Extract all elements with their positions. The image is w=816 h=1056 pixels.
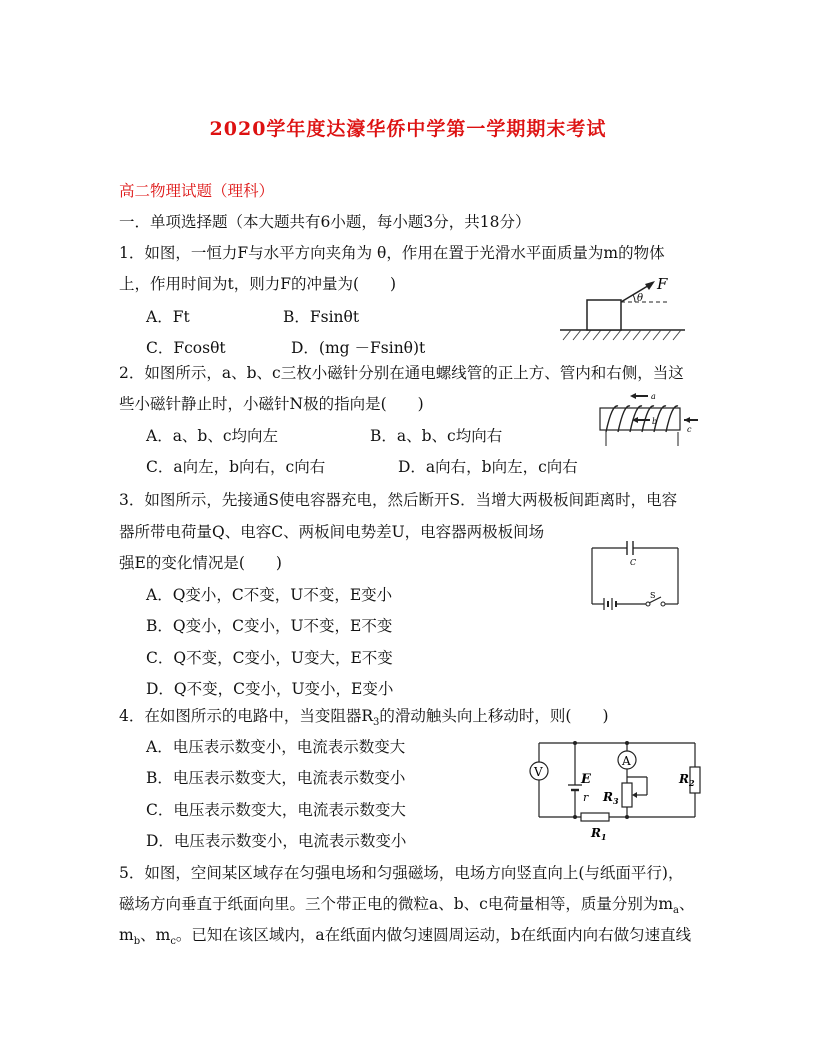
q1-option-a: A．Ft: [146, 308, 190, 326]
q4-stem: 4．在如图所示的电路中，当变阻器$R_3$的滑动触头向上移动时，则( ): [119, 707, 609, 729]
q4-option-b: B．电压表示数变大，电流表示数变小: [146, 769, 406, 787]
q1-option-c: C．Fcosθt: [146, 339, 226, 357]
q3-option-d: D．Q不变，C变小，U变小，E变小: [146, 680, 394, 698]
q2-stem-line1: 2．如图所示，a、b、c三枚小磁针分别在通电螺线管的正上方、管内和右侧，当这: [119, 364, 684, 382]
q1-option-d: D．(mg －Fsinθ)t: [291, 339, 426, 357]
q2-fig-a-label: a: [651, 392, 656, 401]
q4-option-a: A．电压表示数变小，电流表示数变大: [146, 738, 406, 756]
q1-option-b: B．Fsinθt: [283, 308, 360, 326]
q2-option-a: A．a、b、c均向左: [146, 427, 279, 445]
q4-fig-r1-label: $R_1$: [591, 826, 607, 842]
q4-fig-e-label: E: [581, 772, 591, 787]
q2-option-c: C．a向左，b向右，c向右: [146, 458, 326, 476]
q3-figure-capacitor-circuit: [588, 538, 684, 612]
q2-stem-line2: 些小磁针静止时，小磁针N极的指向是( ): [119, 395, 424, 413]
q1-fig-f-label: F: [657, 275, 668, 293]
q3-fig-s-label: S: [650, 591, 656, 600]
subtitle: 高二物理试题（理科）: [119, 182, 275, 200]
q2-fig-b-label: b: [652, 417, 658, 426]
q1-fig-theta-label: θ: [637, 293, 644, 304]
q5-stem-line3: $m_b$、$m_c$。已知在该区域内，a在纸面内做匀速圆周运动，b在纸面内向右做匀速直线: [119, 926, 692, 948]
q5-stem-line1: 5．如图，空间某区域存在匀强电场和匀强磁场，电场方向竖直向上(与纸面平行)，: [119, 864, 684, 882]
section-heading: 一．单项选择题（本大题共有6小题，每小题3分，共18分）: [119, 213, 531, 231]
q3-stem-line3: 强E的变化情况是( ): [119, 554, 282, 572]
q2-fig-c-label: c: [687, 425, 692, 434]
q1-stem-line2: 上，作用时间为t，则力F的冲量为( ): [119, 275, 397, 293]
q3-option-b: B．Q变小，C变小，U不变，E不变: [146, 617, 393, 635]
q4-fig-a-label: A: [622, 754, 631, 768]
q4-fig-r2-label: $R_2$: [679, 772, 695, 788]
q4-fig-v-label: V: [534, 765, 543, 779]
q3-stem-line1: 3．如图所示，先接通S使电容器充电，然后断开S．当增大两极板间距离时，电容: [119, 491, 678, 509]
q3-fig-c-label: C: [630, 558, 637, 567]
q1-figure-block-force: [555, 272, 695, 342]
q4-option-c: C．电压表示数变大，电流表示数变大: [146, 801, 406, 819]
q3-stem-line2: 器所带电荷量Q、电容C、两板间电势差U，电容器两极板间场: [119, 523, 545, 541]
q2-figure-solenoid: [592, 390, 702, 450]
exam-title: 2020学年度达濠华侨中学第一学期期末考试: [209, 118, 607, 140]
q4-figure-circuit: [525, 737, 705, 843]
q4-option-d: D．电压表示数变小，电流表示数变小: [146, 832, 407, 850]
q3-option-c: C．Q不变，C变小，U变大，E不变: [146, 649, 393, 667]
q4-fig-r3-label: $R_3$: [603, 790, 619, 806]
q3-option-a: A．Q变小，C不变，U不变，E变小: [146, 586, 393, 604]
q4-fig-r-label: r: [583, 791, 589, 804]
q2-option-d: D．a向右，b向左，c向右: [398, 458, 578, 476]
q1-stem-line1: 1．如图，一恒力F与水平方向夹角为 θ，作用在置于光滑水平面质量为m的物体: [119, 244, 665, 262]
q2-option-b: B．a、b、c均向右: [370, 427, 503, 445]
q5-stem-line2: 磁场方向垂直于纸面向里。三个带正电的微粒a、b、c电荷量相等，质量分别为$m_a$、: [119, 895, 695, 917]
